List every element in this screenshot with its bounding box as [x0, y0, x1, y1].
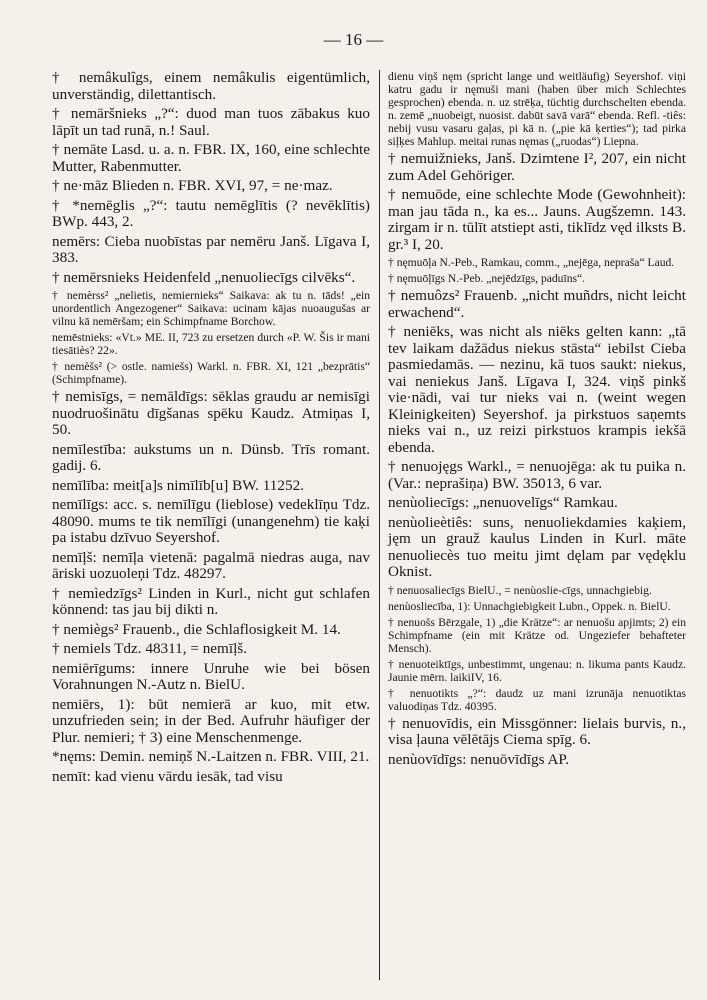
dictionary-entry: dienu viņš nęm (spricht lange und weitläufig) Seyershof. viņi katru gadu ir nęmuši mani (haben über mich Schlechtes gesprochen) ebenda. n. uz strēķa, tüchtig durchschelten ebenda. n. zemē „nuobeigt, nuosist. dabūt savā varā“ ebenda. Refl. -tiês: nebij vusu vasaru gaļas, pi kā n. („pie kā ķerties“); tad pirka siļķes Mahlup. meitai runas nęmas („ruodas“) Liepna. [388, 70, 686, 148]
dictionary-entry: † nemisīgs, = nemāldīgs: sēklas graudu ar nemisīgi nuodruošinātu dīgšanas spēku Kaudz. Atmiņas I, 50. [52, 388, 370, 438]
dictionary-entry: † nemuōde, eine schlechte Mode (Gewohnheit): man jau tāda n., ka es... Jauns. Augšzemn. 143. zirgam ir n. tūlīt atstiept asti, tiklīdz vęd ilksts B. gr.³ I, 20. [388, 186, 686, 253]
dictionary-entry: † nenuošs Bērzgale, 1) „die Krätze“: ar nenuošu apjimts; 2) ein Schimpfname (ein mit Krätze od. Ungeziefer behafteter Mensch). [388, 615, 686, 655]
dictionary-entry: nemēstnieks: «Vt.» ME. II, 723 zu ersetzen durch «P. W. Šis ir mani tiesātiès? 22». [52, 331, 370, 357]
dictionary-entry: † nemâkulîgs, einem nemâkulis eigentümlich, unverständig, dilettantisch. [52, 69, 370, 103]
dictionary-entry: nemīt: kad vienu vārdu iesāk, tad visu [52, 767, 283, 785]
left-column [52, 70, 370, 788]
dictionary-entry: nemīlīgs: acc. s. nemīlīgu (lieblose) vedeklīņu Tdz. 48090. mums te tik nemīlīgi (unangenehm) tie kaķi pa istabu dzīvuo Seyershof. [52, 496, 370, 546]
dictionary-entry: † neniēks, was nicht als niēks gelten kann: „tā tev laikam dažādus niekus stāsta“ iebilst Cieba pasmiedamās. — nezinu, kā tuos saukt: niekus, vai neniekus Janš. Līgava I, 324. viņš pinkš vie·nādi, vai tur nieks vai n. (weint wegen Kleinigkeiten) Seyershof. ja pirkstuos saņemts nieks vai n., uz reizi pirkstuos krampis iekšā ebenda. [388, 323, 686, 456]
dictionary-entry: † nemèšs² (> ostle. namiešs) Warkl. n. FBR. XI, 121 „bezprātis“ (Schimpfname). [52, 360, 370, 386]
dictionary-entry: † *nemēglis „?“: tautu nemēglītis (? nevēklītis) BWp. 443, 2. [52, 196, 370, 230]
dictionary-entry: † nemāte Lasd. u. a. n. FBR. IX, 160, eine schlechte Mutter, Rabenmutter. [52, 141, 370, 175]
dictionary-entry: † ne·māz Blieden n. FBR. XVI, 97, = ne·maz. [52, 177, 333, 194]
dictionary-entry: † nenuojęgs Warkl., = nenuojēga: ak tu puika n. (Var.: neprašiņa) BW. 35013, 6 var. [388, 458, 686, 492]
dictionary-entry: nenùovīdīgs: nenuōvīdīgs AP. [388, 750, 569, 768]
column-divider [379, 70, 380, 980]
dictionary-entry: † nenuotikts „?“: daudz uz mani izrunāja nenuotiktas valuodiņas Tdz. 40395. [388, 686, 686, 713]
dictionary-entry: † nęmuōļa N.-Peb., Ramkau, comm., „nejēga, neprаša“ Laud. [388, 256, 675, 269]
dictionary-entry: † nemiels Tdz. 48311, = nemīļš. [52, 640, 248, 657]
dictionary-entry: † nemiègs² Frauenb., die Schlaflosigkeit M. 14. [52, 620, 341, 638]
dictionary-entry: nemīļš: nemīļa vietenā: pagalmā niedras auga, nav āriski uozuoleņi Tdz. 48297. [52, 548, 370, 582]
dictionary-entry: nemiērīgums: innere Unruhe wie bei bösen Vorahnungen N.-Autz n. BielU. [52, 659, 370, 693]
dictionary-entry: † nęmuōļīgs N.-Peb. „nejēdzīgs, paduīns“. [388, 272, 586, 285]
dictionary-entry: † nenuovīdis, ein Missgönner: lielais burvis, n., visa ļauna vēlētājs Ciema spīg. 6. [388, 714, 686, 748]
dictionary-entry: † nemuôzs² Frauenb. „nicht muñdrs, nicht leicht erwachend“. [388, 287, 686, 321]
dictionary-entry: † nemèrss² „nelietis, nemiernieks“ Saikava: ak tu n. tāds! „ein unordentlich Angezogener“ Saikava: ucinam kājas nuoaugušas ar vilnu kā nemēršam; ein Schimpfname Borchow. [52, 289, 370, 328]
right-column [388, 70, 686, 771]
dictionary-entry: † nemìedzīgs² Linden in Kurl., nicht gut schlafen könnend: tas jau bij dikti n. [52, 584, 370, 618]
dictionary-entry: † nenuoteiktīgs, unbestimmt, ungenau: n. likuma pants Kaudz. Jaunie mērn. laikiIV, 16. [388, 657, 686, 684]
dictionary-entry: nenùolieètiês: suns, nenuoliekdamies kaķiem, jęm un grauž kaulus Linden in Kurl. māte nenuolieсès tuo meitu jimt dęlam par vędęklu Oknist. [388, 513, 686, 580]
dictionary-entry: nenùosliecība, 1): Unnachgiebigkeit Lubn., Oppek. n. BielU. [388, 599, 671, 613]
dictionary-entry: *nęms: Demin. nemiņš N.-Laitzen n. FBR. VIII, 21. [52, 748, 370, 765]
dictionary-entry: nemiērs, 1): būt nemierā ar kuo, mit etw. unzufrieden sein; in der Bed. Aufruhr häufiger der Plur. nemieri; † 3) eine Menschenmenge. [52, 695, 370, 746]
dictionary-entry: nenùoliecīgs: „nenuovelīgs“ Ramkau. [388, 494, 618, 511]
dictionary-entry: † nemuižnieks, Janš. Dzimtene I², 207, ein nicht zum Adel Gehöriger. [388, 150, 686, 184]
page-number: — 16 — [323, 30, 384, 49]
dictionary-entry: nemīlestība: aukstums un n. Dünsb. Trīs romant. gadij. 6. [52, 440, 370, 474]
dictionary-entry: † nenuosaliecīgs BielU., = nenùoslie-cīgs, unnachgiebig. [388, 583, 652, 597]
dictionary-entry: † nemāršnieks „?“: duod man tuos zābakus kuo lāpīt un tad runā, n.! Saul. [52, 105, 370, 139]
dictionary-entry: nemērs: Cieba nuobīstas par nemēru Janš. Līgava I, 383. [52, 232, 370, 266]
dictionary-entry: nemīlība: meit[a]s nimīlīb[u] BW. 11252. [52, 476, 304, 494]
dictionary-entry: † nemērsnieks Heidenfeld „nenuoliecīgs cilvēks“. [52, 268, 356, 286]
